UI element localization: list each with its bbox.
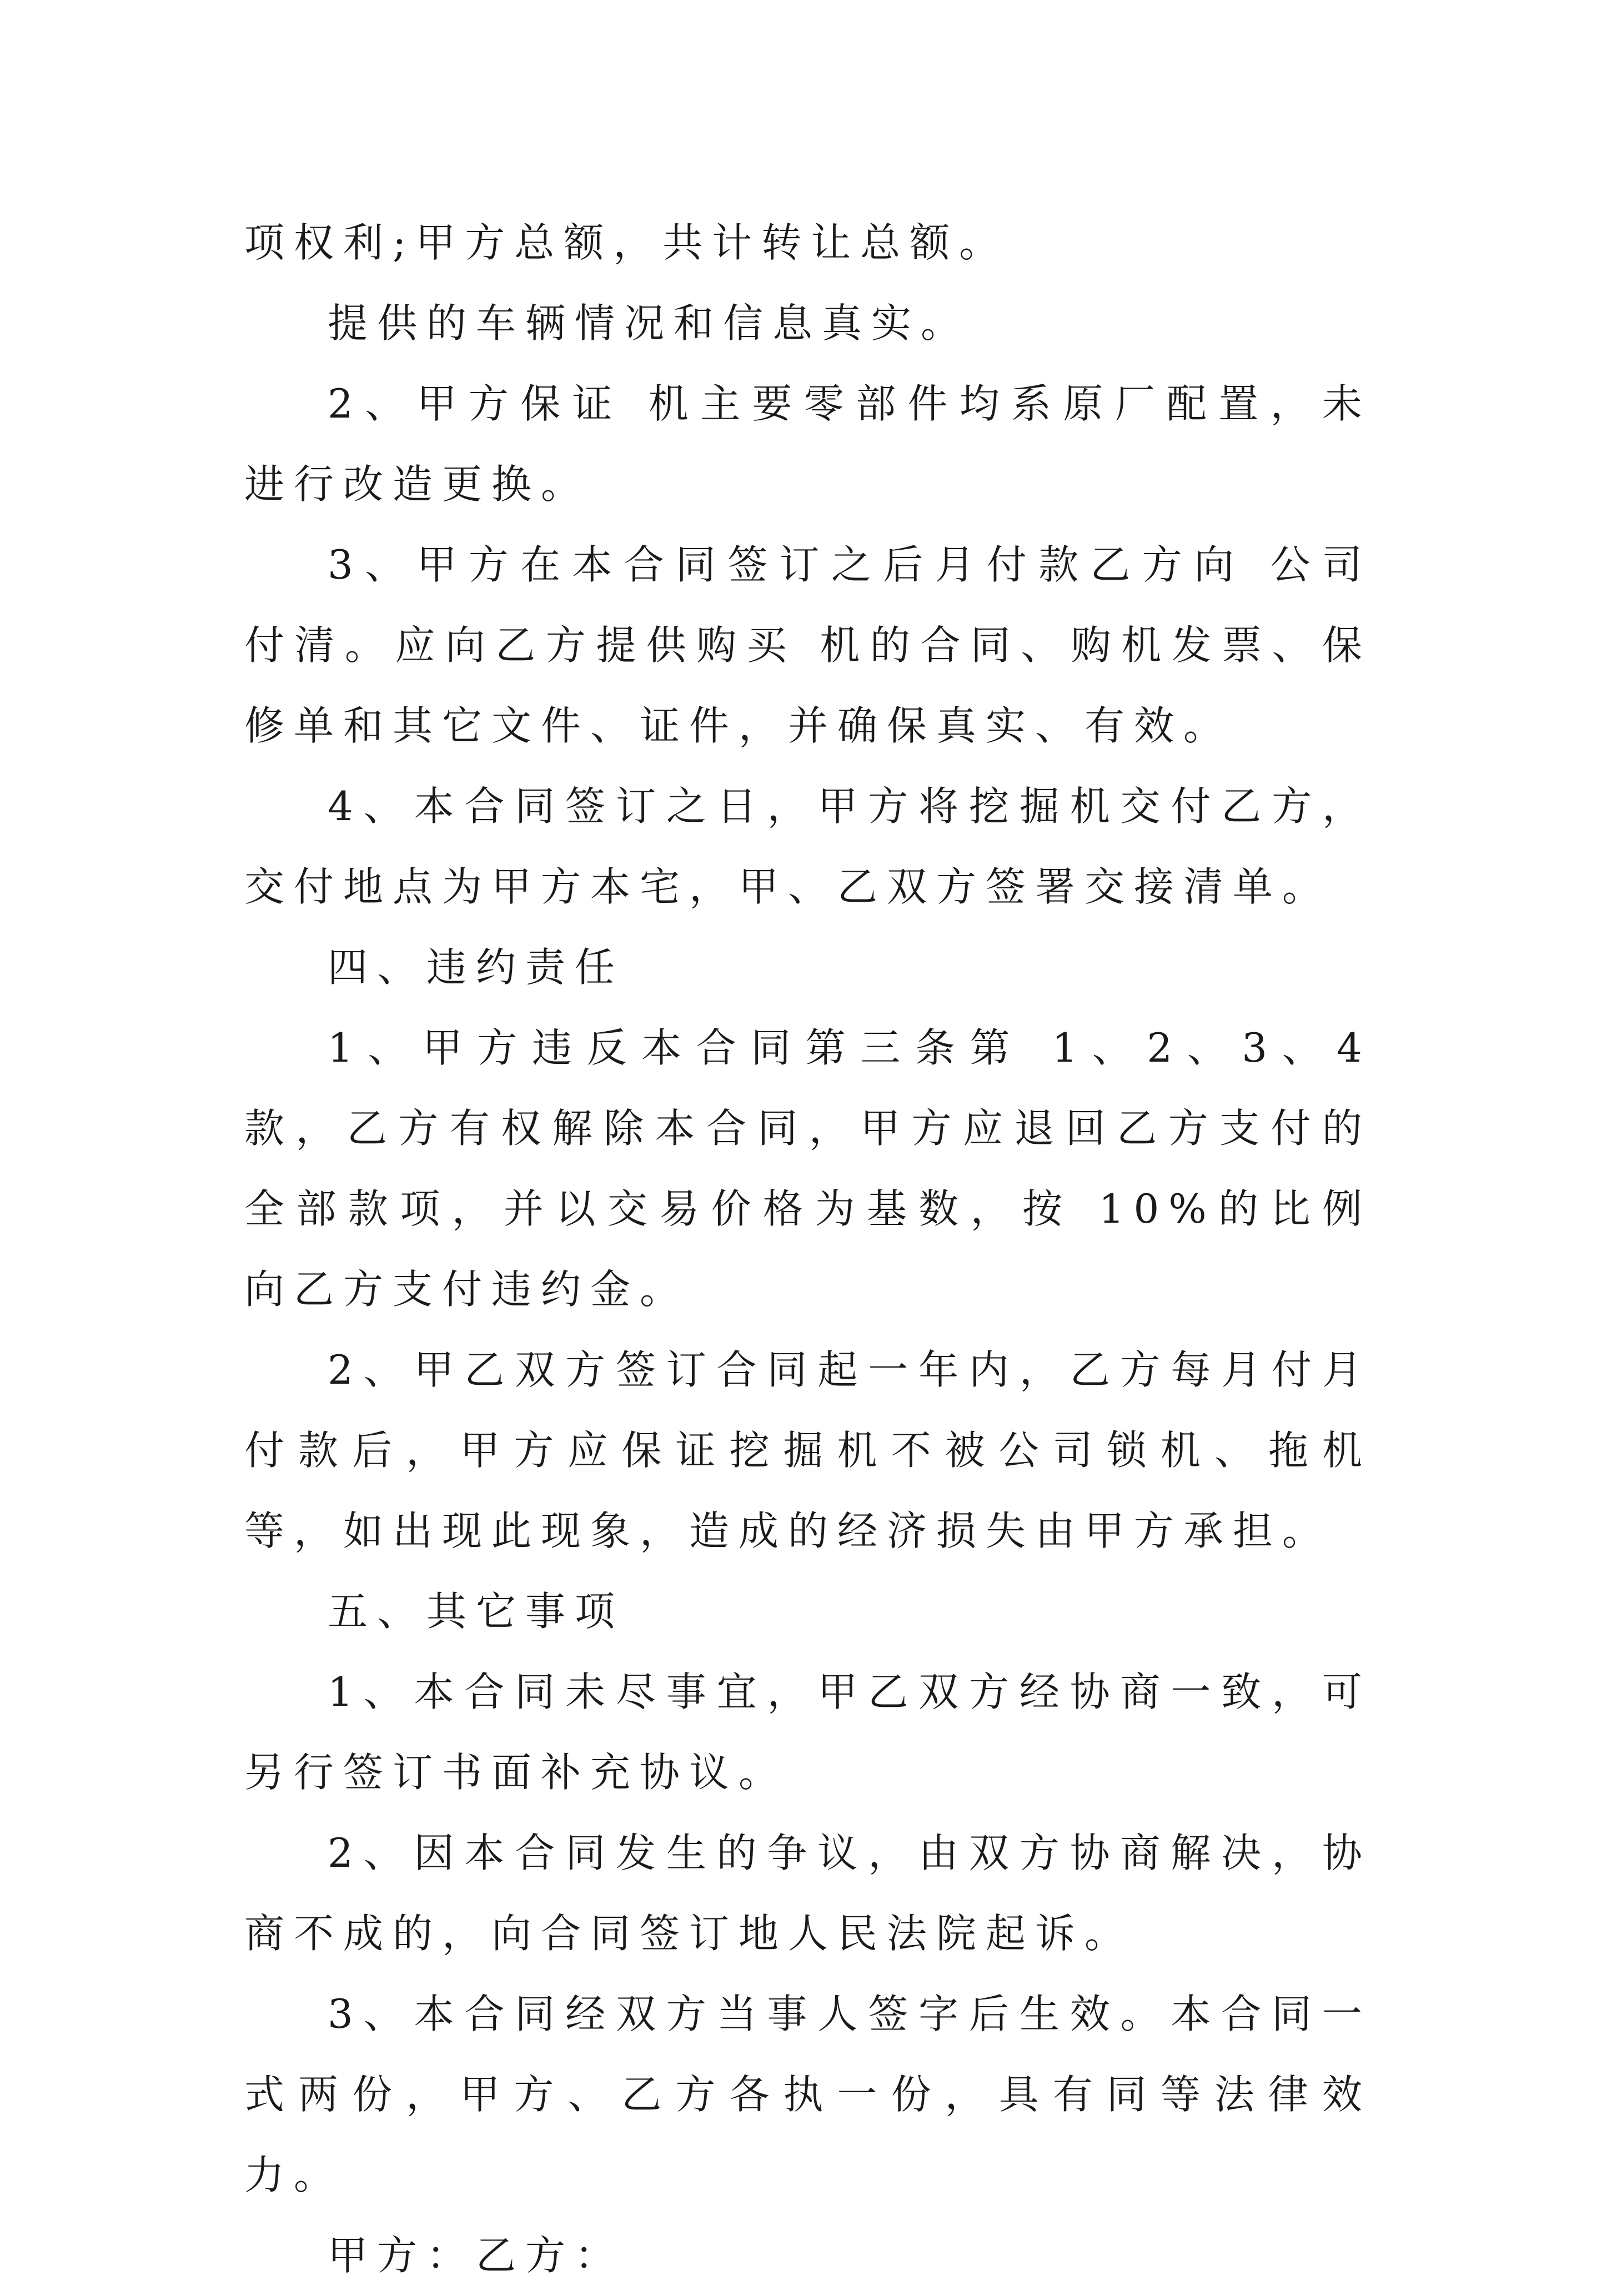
- paragraph-vehicle-info: 提供的车辆情况和信息真实。: [328, 300, 971, 346]
- paragraph-other-1: 1、本合同未尽事宜，甲乙双方经协商一致，可另行签订书面补充协议。: [244, 1669, 1372, 1796]
- section-heading-other-matters: 五、其它事项: [328, 1588, 625, 1635]
- paragraph-clause-2-original-parts: 2、甲方保证 机主要零部件均系原厂配置，未进行改造更换。: [244, 380, 1372, 508]
- document-body: [244, 203, 1372, 2296]
- paragraph-other-2: 2、因本合同发生的争议，由双方协商解决，协商不成的，向合同签订地人民法院起诉。: [244, 1830, 1372, 1957]
- paragraph-clause-4-delivery: 4、本合同签订之日，甲方将挖掘机交付乙方，交付地点为甲方本宅，甲、乙双方签署交接清单。: [244, 783, 1372, 910]
- signature-line: 甲方：乙方：: [328, 2232, 625, 2279]
- paragraph-rights-total: 项权利;甲方总额，共计转让总额。: [244, 219, 1009, 266]
- paragraph-liability-1: 1、甲方违反本合同第三条第 1、2、3、4 款，乙方有权解除本合同，甲方应退回乙方支付的全部款项，并以交易价格为基数，按 10%的比例向乙方支付违约金。: [244, 1024, 1372, 1313]
- paragraph-other-3: 3、本合同经双方当事人签字后生效。本合同一式两份，甲方、乙方各执一份，具有同等法律效力。: [244, 1991, 1372, 2198]
- paragraph-liability-2: 2、甲乙双方签订合同起一年内，乙方每月付月付款后，甲方应保证挖掘机不被公司锁机、拖机等，如出现此现象，造成的经济损失由甲方承担。: [244, 1347, 1372, 1554]
- section-heading-liability: 四、违约责任: [328, 944, 625, 991]
- paragraph-clause-3-documents: 3、甲方在本合同签订之后月付款乙方向 公司付清。应向乙方提供购买 机的合同、购机发票、保修单和其它文件、证件，并确保真实、有效。: [244, 541, 1372, 749]
